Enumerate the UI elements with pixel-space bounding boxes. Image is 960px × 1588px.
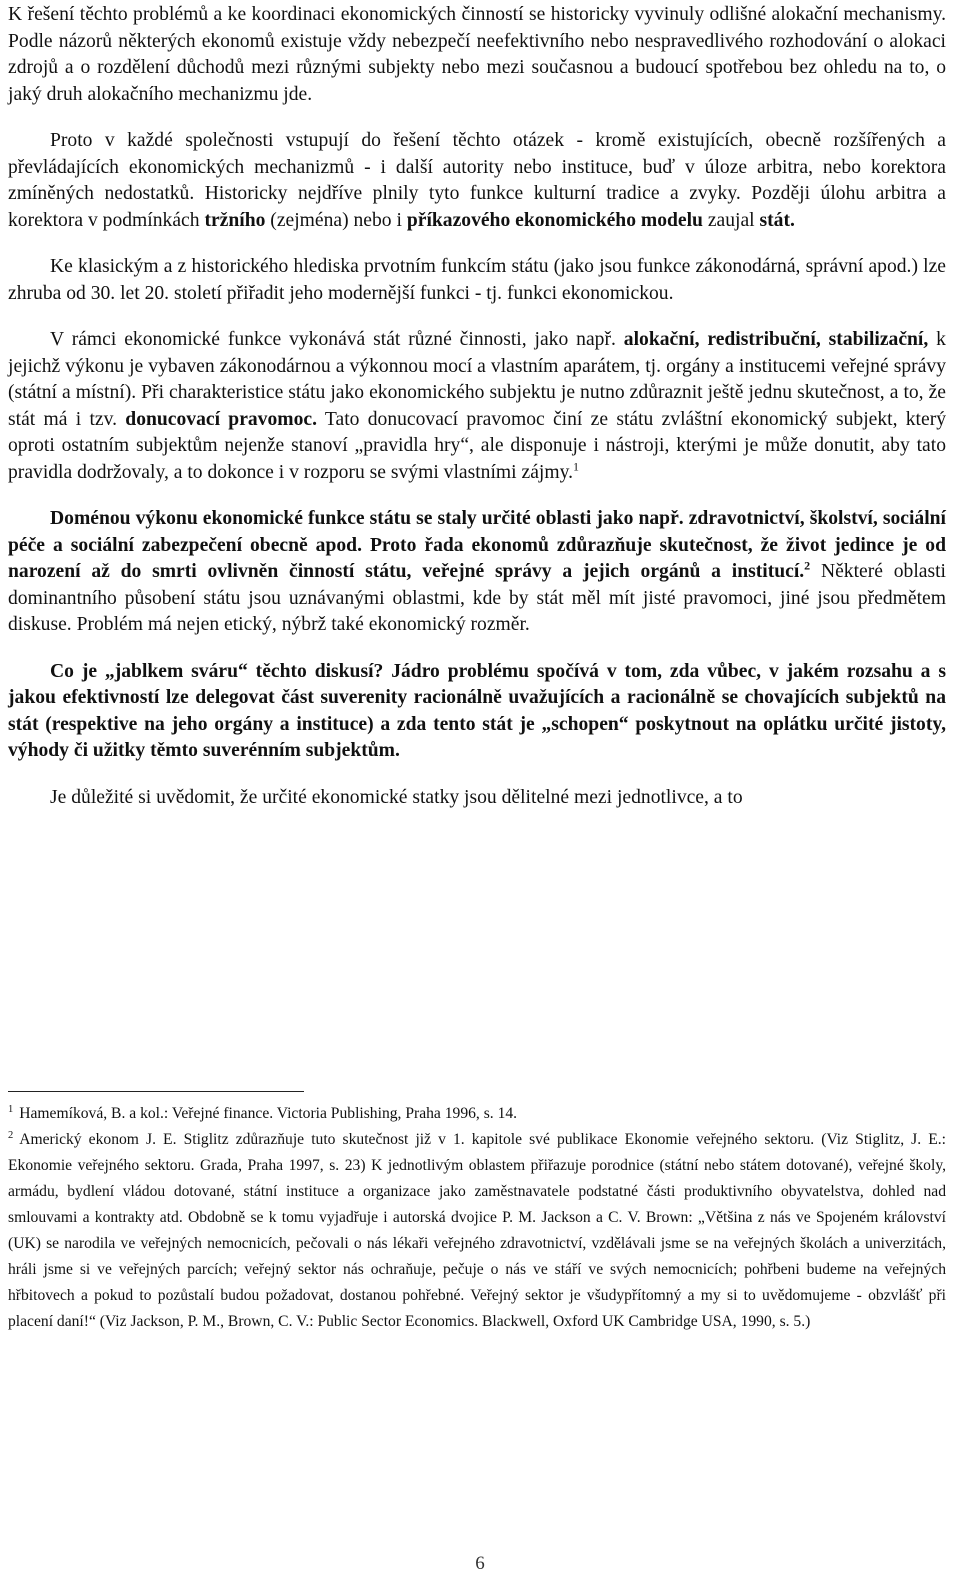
paragraph-5 <box>8 506 946 639</box>
p4-text: V rámci ekonomické funkce vykonává stát různé činnosti, jako např. <box>50 329 624 350</box>
p2-bold-stat: stát. <box>759 209 795 231</box>
p2-text-3: zaujal <box>702 209 760 231</box>
paragraph-3: Ke klasickým a z historického hlediska prvotním funkcím státu (jako jsou funkce zákonodárná, správní apod.) lze zhruba od 30. let 20. století přiřadit jeho modernější funkci - tj. funkci ekonomickou. <box>8 256 946 304</box>
p4-text-3: Tato donucovací pravomoc činí ze státu zvláštní ekonomický subjekt, který oproti ostatním subjektům nejenže stanoví „pravidla hry“, ale disponuje i nástroji, kterými je může donutit, aby tato pravidla dodržovaly, a to dokonce i v rozporu se svými vlastními zájmy. <box>8 408 947 483</box>
paragraph-4 <box>8 327 946 486</box>
footnote-1 <box>8 1101 946 1127</box>
footnote-2 <box>8 1127 946 1335</box>
paragraph-7: Je důležité si uvědomit, že určité ekonomické statky jsou dělitelné mezi jednotlivce, a to <box>50 786 743 808</box>
footnote-ref-1[interactable]: 1 <box>573 458 579 473</box>
p4-text-2: k jejichž výkonu je vybaven zákonodárnou a výkonnou mocí a vlastním aparátem, tj. orgány a institucemi veřejné správy (státní a místní). Při charakteristice státu jako ekonomického subjektu je nutno zdůraznit ještě jednu skutečnost, a to, že stát má i tzv. <box>8 329 946 430</box>
p2-bold-model: příkazového ekonomického modelu <box>406 209 703 231</box>
paragraph-1: K řešení těchto problémů a ke koordinaci ekonomických činností se historicky vyvinuly odlišné alokační mechanismy. Podle názorů některých ekonomů existuje vždy nebezpečí neefektivního nebo nespravedlivého rozhodování o alokaci zdrojů a o rozdělení důchodů mezi různými subjekty nebo mezi současnou a budoucí spotřebou bez ohledu na to, o jaký druh alokačního mechanizmu jde. <box>8 4 946 105</box>
p4-bold-donucovaci: donucovací pravomoc. <box>125 408 317 430</box>
p2-text-2: (zejména) nebo i <box>265 209 407 231</box>
p4-bold-functions: alokační, redistribuční, stabilizační, <box>623 329 929 350</box>
main-text <box>8 2 946 811</box>
p6-bold-text: Co je „jablkem sváru“ těchto diskusí? Jádro problému spočívá v tom, zda vůbec, v jakém rozsahu a s jakou efektivností lze delegovat část suverenity racionálně uvažujících a racionálně se chovajících subjektů na stát (respektive na jeho orgány a instituce) a zda tento stát je „schopen“ poskytnout na oplátku určité jistoty, výhody či užitky těmto suverénním subjektům. <box>8 660 946 761</box>
p5-text: Některé oblasti dominantního působení státu jsou uznávanými oblastmi, kde by stát měl mít jisté pravomoci, jiné jsou předmětem diskuse. Problém má nejen etický, nýbrž také ekonomický rozměr. <box>8 561 946 635</box>
p2-text: Proto v každé společnosti vstupují do řešení těchto otázek - kromě existujících, obecně rozšířených a převládajících ekonomických mechanizmů - i další autority nebo instituce, buď v úloze arbitra, nebo korektora zmíněných nedostatků. Historicky nejdříve plnily tyto funkce kulturní tradice a zvyky. Později úlohu arbitra a korektora v podmínkách <box>8 130 946 231</box>
page-number: 6 <box>475 1553 485 1574</box>
p2-bold-trzniho: tržního <box>204 209 266 231</box>
footnote-1-text: Hamemíková, B. a kol.: Veřejné finance. Victoria Publishing, Praha 1996, s. 14. <box>19 1105 518 1122</box>
footnote-1-number: 1 <box>8 1103 14 1115</box>
footnotes <box>8 1101 946 1335</box>
footnote-2-text: Americký ekonom J. E. Stiglitz zdůrazňuje tuto skutečnost již v 1. kapitole své publikace Ekonomie veřejného sektoru. (Viz Stiglitz, J. E.: Ekonomie veřejného sektoru. Grada, Praha 1997, s. 23) K jednotlivým oblastem přiřazuje porodnice (státní nebo státem dotované), veřejné školy, armádu, bydlení vládou dotované, státní instituce a organizace jako zaměstnavatele podstatné části produktivního obyvatelstva, dohled nad smlouvami a kontrakty atd. Obdobně se k tomu vyjadřuje i autorská dvojice P. M. Jackson a C. V. Brown: „Většina z nás ve Spojeném království (UK) se narodila ve veřejných nemocnicích, pečovali o nás lékaři veřejného zdravotnictví, vzdělávali jsme se na veřejných školách a univerzitách, hráli jsme si ve veřejných parcích; veřejný sektor nás ochraňuje, pečuje o nás ve stáří ve svých nemocnicích; pohřbeni budeme na veřejných hřbitovech a pokud to pozůstalí budou požadovat, dostanou pohřebné. Veřejný sektor je všudypřítomný a my si to uvědomujeme - obzvlášť při placení daní!“ (Viz Jackson, P. M., Brown, C. V.: Public Sector Economics. Blackwell, Oxford UK Cambridge USA, 1990, s. 5.) <box>8 1131 946 1330</box>
footnote-separator <box>8 1091 304 1092</box>
paragraph-6 <box>8 659 946 765</box>
footnote-2-number: 2 <box>8 1129 14 1141</box>
footnote-ref-2[interactable]: 2 <box>804 558 811 573</box>
p5-bold-text: Doménou výkonu ekonomické funkce státu se staly určité oblasti jako např. zdravotnictví, školství, sociální péče a sociální zabezpečení obecně apod. Proto řada ekonomů zdůrazňuje skutečnost, že život jedince je od narození až do smrti ovlivněn činností státu, veřejné správy a jejich orgánů a institucí. <box>8 508 946 582</box>
paragraph-2 <box>8 128 946 234</box>
